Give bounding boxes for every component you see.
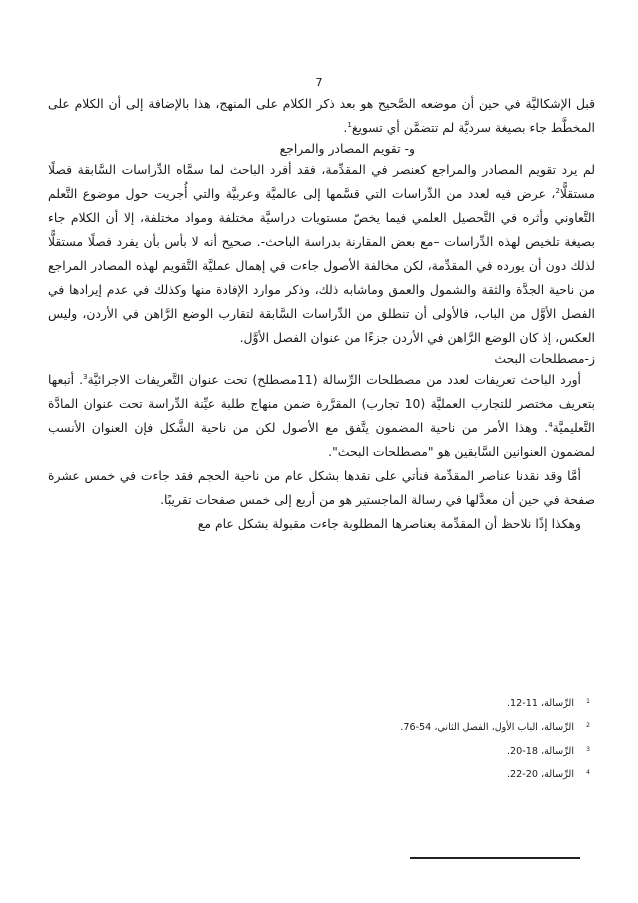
paragraph: قبل الإشكاليَّة في حين أن موضعه الصَّحيح هو بعد ذكر الكلام على المنهج، هذا بالإضافة إلى أن الكلام على المخطَّط جاء بصيغة سرديَّة لم تتضمَّن أي تسويغ$^1$. [48, 96, 595, 135]
page-number: 7 [315, 76, 323, 89]
paragraph: أمَّا وقد نقدنا عناصر المقدِّمة فنأتي على نقدها بشكل عام من ناحية الحجم فقد جاءت في خمس عشرة صفحة في حين أن معدَّلها في رسالة الماجستير هو من أربع إلى خمس صفحات تقريبًا. [48, 468, 595, 507]
footnote-ref[interactable]: 4 [548, 420, 553, 429]
section-heading-terms: ز-مصطلحات البحث [494, 351, 595, 366]
paragraph: أورد الباحث تعريفات لعدد من مصطلحات الرِّسالة (11مصطلح) تحت عنوان التَّعريفات الاجرائيَّة$^3$. أتبعها بتعريف مختصر للتجارب العمليَّة (10 تجارب) المقرَّرة ضمن منهاج طلبة عيِّنة الدِّراسة تحت عنوان المادَّة التَّعليميَّة$^4$. وهذا الأمر من ناحية المضمون يتَّفق مع الأصول لكن من ناحية الشَّكل فإن العنوان الأنسب لمضمون العنوانين السَّابقين هو "مصطلحات البحث". [48, 372, 596, 459]
footnote: 2الرِّسالة، الباب الأول، الفصل الثاني، 54-76. [400, 722, 590, 733]
footnote-ref[interactable]: 2 [555, 186, 560, 195]
footnote: 1الرِّسالة، 11-12. [506, 698, 590, 709]
footnote-ref[interactable]: 3 [83, 372, 88, 381]
footnote: 4الرِّسالة، 20-22. [506, 769, 590, 780]
section-heading-sources: و- تقويم المصادر والمراجع [279, 141, 415, 156]
footnote: 3الرِّسالة، 18-20. [506, 746, 590, 757]
body-text [48, 92, 595, 536]
footnote-ref[interactable]: 1 [347, 120, 352, 129]
paragraph: وهكذا إذًا نلاحظ أن المقدِّمة بعناصرها المطلوبة جاءت مقبولة بشكل عام مع [197, 516, 581, 531]
footnote-separator [410, 857, 580, 859]
paragraph: لم يرد تقويم المصادر والمراجع كعنصر في المقدِّمة، فقد أفرد الباحث لما سمَّاه الدِّراسات السَّابقة فصلًا مستقلًّا$^2$، عرض فيه لعدد من الدِّراسات التي قسَّمها إلى عالميَّة وعربيَّة والتي أُجريت حول موضوع التَّعلم التَّعاوني وأثره في التَّحصيل العلمي فيما يخصّ مستويات دراسيَّة مختلفة ومواد مختلفة، إلا أن الكلام جاء بصيغة تلخيص لهذه الدِّراسات –مع بعض المقارنة بدراسة الباحث-. صحيح أنه لا بأس بأن يفرد فصلًا مستقلًّا لذلك دون أن يورده في المقدِّمة، لكن مخالفة الأصول جاءت في إهمال عمليَّة التَّقويم لهذه المصادر المراجع من ناحية الجدَّة والثقة والشمول والعمق وماشابه ذلك، وذكر موارد الإفادة منها وكذلك في عدم إيرادها في الفصل الأوَّل من الباب، فالأولى أن تنطلق من الدِّراسات السَّابقة لتقارب الوضع الرَّاهن في الأردن، وليس العكس، إذ كان الوضع الرَّاهن في الأردن جزءًا من عنوان الفصل الأوَّل. [48, 162, 595, 345]
